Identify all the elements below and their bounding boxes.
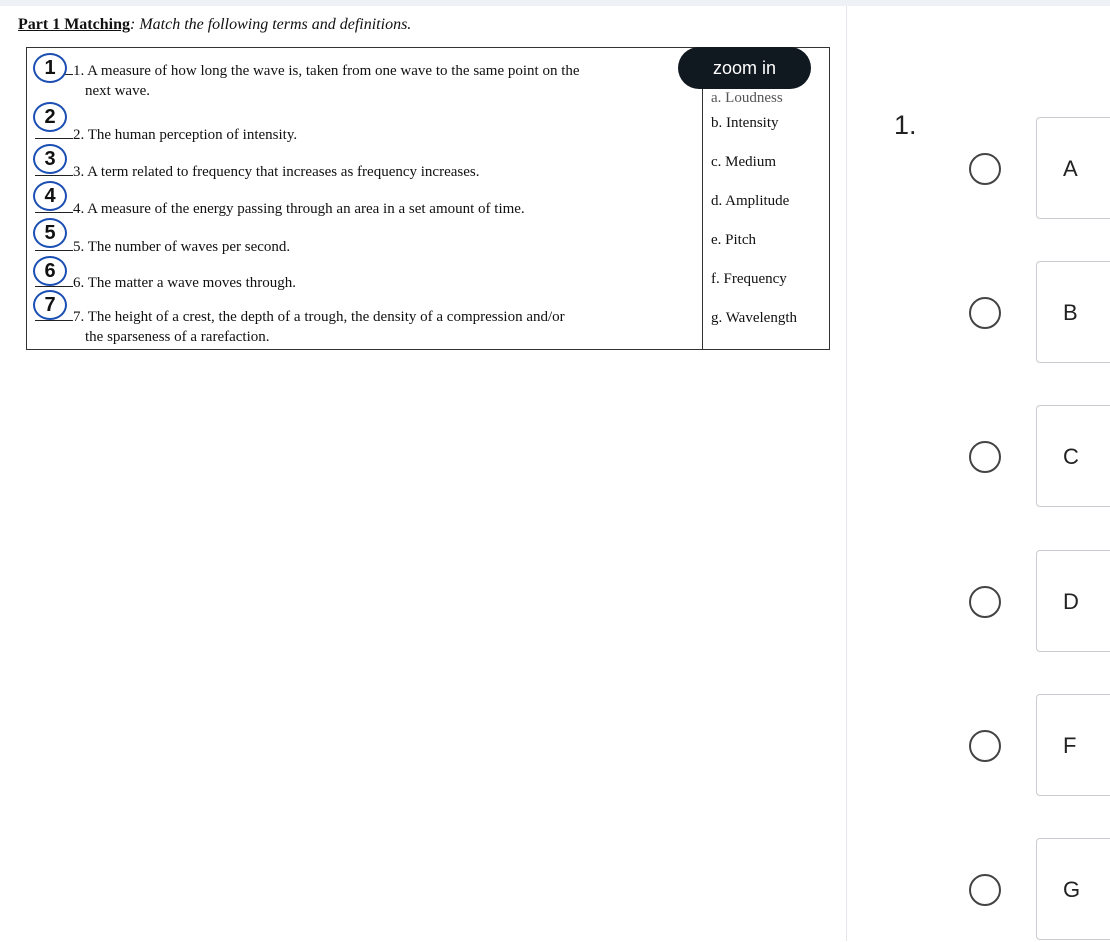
radio-c[interactable]	[969, 441, 1001, 473]
term-g: g. Wavelength	[711, 310, 797, 326]
option-card-c[interactable]: C	[1036, 405, 1110, 507]
zoom-in-button[interactable]: zoom in	[678, 47, 811, 89]
option-card-f[interactable]: F	[1036, 694, 1110, 796]
matching-table	[26, 47, 830, 350]
radio-g[interactable]	[969, 874, 1001, 906]
term-f: f. Frequency	[711, 271, 787, 287]
number-bubble-7: 7	[33, 290, 67, 320]
term-d: d. Amplitude	[711, 193, 790, 209]
number-bubble-3: 3	[33, 144, 67, 174]
definition-2: 2. The human perception of intensity.	[35, 124, 297, 145]
option-card-g[interactable]: G	[1036, 838, 1110, 940]
option-g[interactable]	[847, 838, 1110, 942]
worksheet-pane	[0, 6, 847, 941]
answer-pane	[847, 6, 1110, 941]
option-f[interactable]	[847, 694, 1110, 798]
number-bubble-6: 6	[33, 256, 67, 286]
definition-1: 1. A measure of how long the wave is, taken from one wave to the same point on the next wave.	[35, 60, 580, 101]
question-number: 1.	[894, 110, 917, 140]
table-divider	[702, 48, 703, 349]
term-b: b. Intensity	[711, 115, 779, 131]
definition-3: 3. A term related to frequency that increases as frequency increases.	[35, 161, 480, 182]
number-bubble-2: 2	[33, 102, 67, 132]
option-c[interactable]	[847, 405, 1110, 509]
option-card-d[interactable]: D	[1036, 550, 1110, 652]
definition-5: 5. The number of waves per second.	[35, 236, 290, 257]
option-b[interactable]	[847, 261, 1110, 365]
radio-d[interactable]	[969, 586, 1001, 618]
number-bubble-5: 5	[33, 218, 67, 248]
term-a-partial: a. Loudness	[711, 90, 783, 106]
worksheet-heading: Part 1 Matching: Match the following terms and definitions.	[18, 16, 412, 33]
definition-7: 7. The height of a crest, the depth of a trough, the density of a compression and/or the sparseness of a rarefaction.	[35, 306, 565, 347]
option-card-a[interactable]: A	[1036, 117, 1110, 219]
option-card-b[interactable]: B	[1036, 261, 1110, 363]
term-c: c. Medium	[711, 154, 776, 170]
number-bubble-1: 1	[33, 53, 67, 83]
radio-b[interactable]	[969, 297, 1001, 329]
option-a[interactable]	[847, 117, 1110, 221]
radio-a[interactable]	[969, 153, 1001, 185]
term-e: e. Pitch	[711, 232, 756, 248]
number-bubble-4: 4	[33, 181, 67, 211]
definition-4: 4. A measure of the energy passing through an area in a set amount of time.	[35, 198, 525, 219]
definition-6: 6. The matter a wave moves through.	[35, 272, 296, 293]
radio-f[interactable]	[969, 730, 1001, 762]
option-d[interactable]	[847, 550, 1110, 654]
